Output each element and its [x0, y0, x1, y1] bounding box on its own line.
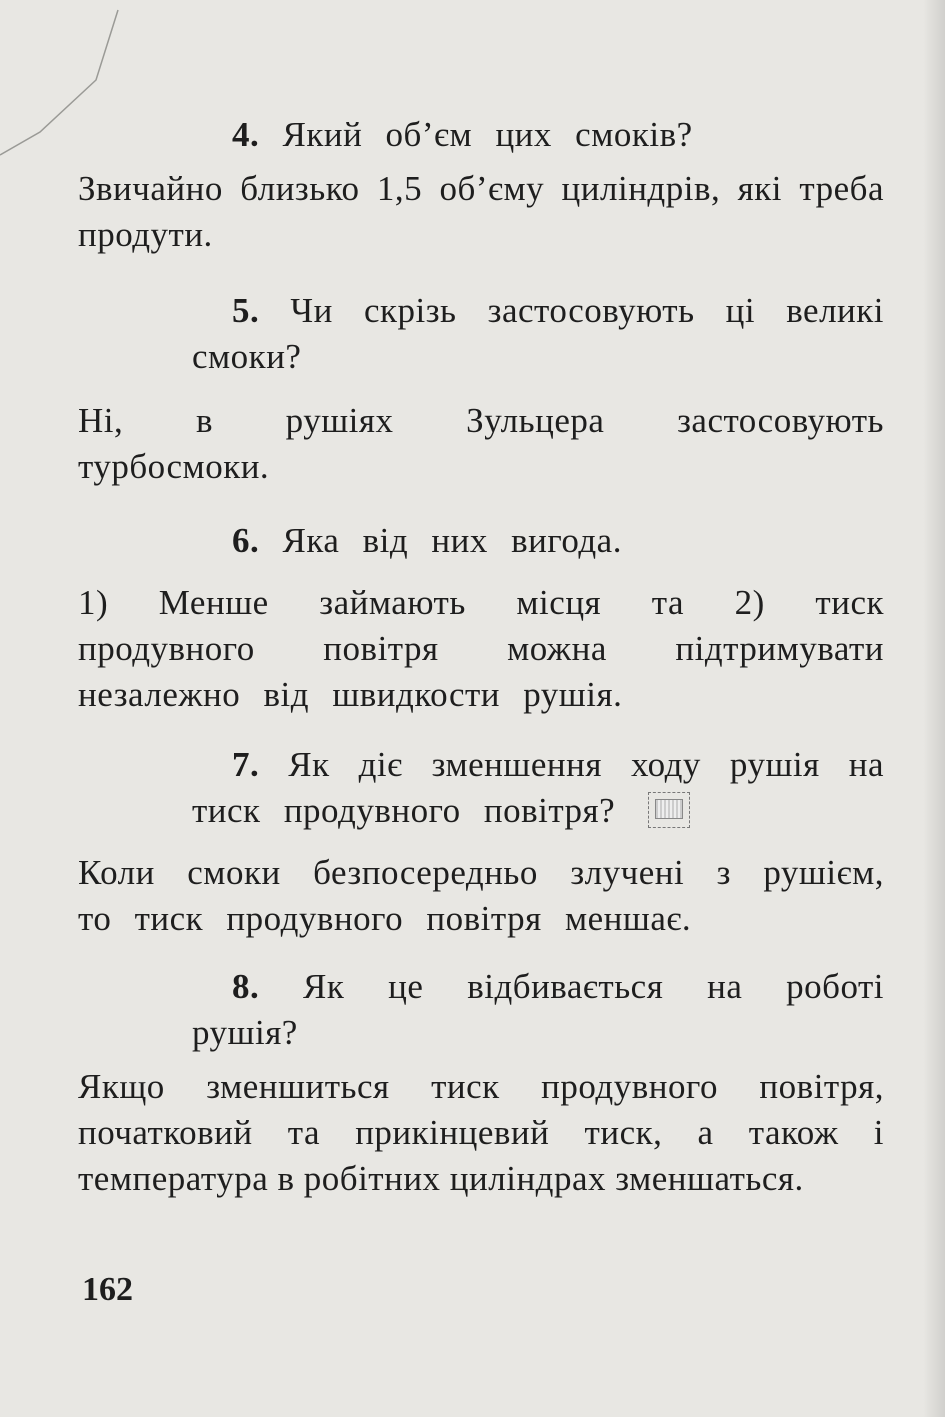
- question-number: 5.: [232, 291, 260, 330]
- answer-5: Ні, в рушіях Зульцера застосовують турбосмоки.: [78, 401, 884, 486]
- question-6: [232, 518, 792, 564]
- question-text: Який об’єм цих смоків?: [282, 115, 693, 154]
- question-text: Як діє зменшення ходу рушія на тиск продувного повітря?: [192, 745, 884, 830]
- answer-4: Звичайно близько 1,5 об’єму циліндрів, які треба продути.: [78, 169, 884, 254]
- question-number: 8.: [232, 967, 260, 1006]
- page-number: 162: [82, 1271, 133, 1308]
- library-stamp: [648, 792, 690, 828]
- question-number: 4.: [232, 115, 260, 154]
- question-5: [192, 288, 884, 380]
- question-text: Чи скрізь застосовують ці великі смоки?: [192, 291, 885, 376]
- question-number: 7.: [232, 745, 260, 784]
- page-edge-shadow: [923, 0, 945, 1417]
- question-8: [192, 964, 884, 1056]
- question-7: [192, 742, 884, 834]
- question-number: 6.: [232, 521, 260, 560]
- question-text: Як це відбивається на роботі рушія?: [192, 967, 884, 1052]
- answer-8: Якщо зменшиться тиск продувного повітря, початковий та прикінцевий тиск, а також і температура в робітних циліндрах зменшаться.: [78, 1067, 884, 1198]
- page-crease-mark: [0, 0, 130, 160]
- answer-7: Коли смоки безпосередньо злучені з рушієм, то тиск продувного повітря меншає.: [78, 853, 884, 938]
- answer-6: 1) Менше займають місця та 2) тиск продувного повітря можна підтримувати незалежно від швидкости рушія.: [78, 583, 884, 714]
- question-text: Яка від них вигода.: [282, 521, 622, 560]
- question-4: [232, 112, 792, 158]
